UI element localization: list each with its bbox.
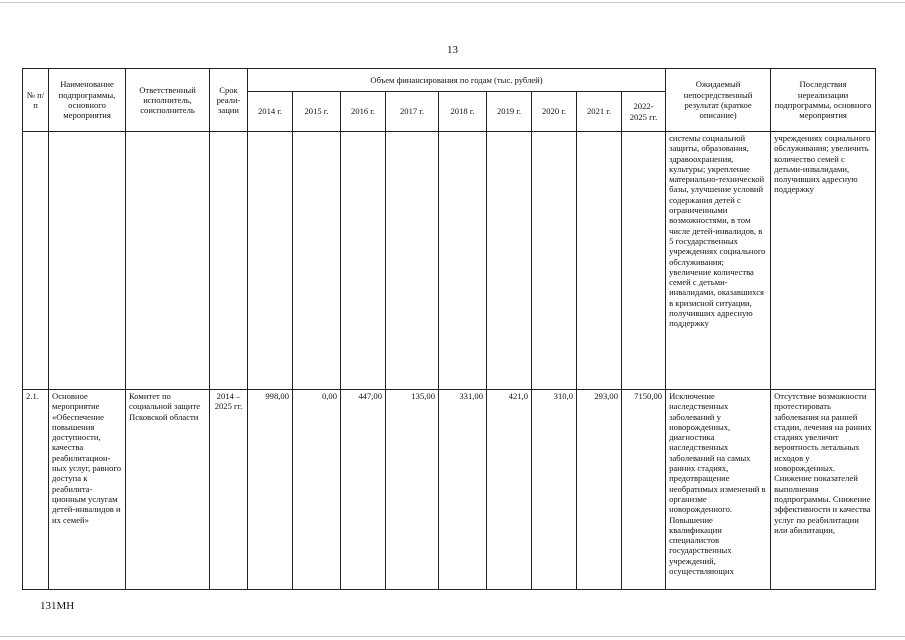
header-term: Срок реали-зации: [210, 69, 248, 132]
cell-value: [622, 132, 666, 390]
cell-value: [532, 132, 577, 390]
cell-executor: [126, 132, 210, 390]
cell-value: 421,0: [487, 390, 532, 590]
header-year: 2018 г.: [439, 92, 487, 132]
cell-value: 331,00: [439, 390, 487, 590]
cell-value: 998,00: [248, 390, 293, 590]
document-code: 131МН: [40, 600, 75, 612]
cell-value: [293, 132, 341, 390]
cell-value: [439, 132, 487, 390]
header-funding: Объем финансирования по годам (тыс. рублей): [248, 69, 666, 92]
header-name: Наименование подпрограммы, основного мероприятия: [49, 69, 126, 132]
scan-edge-bottom: [0, 636, 905, 637]
cell-expected-result: Исключение наследственных заболеваний у новорожденных, диагностика наследственных заболеваний на самых ранних стадиях, предотвращение необратимых изменений в организме новорожденного. Повышение квалификации специалистов государственных учреждений, осуществляющих: [666, 390, 771, 590]
header-year: 2022-2025 гг.: [622, 92, 666, 132]
header-consequences: Последствия нереализации подпрограммы, основного мероприятия: [771, 69, 876, 132]
header-year: 2015 г.: [293, 92, 341, 132]
cell-number: [23, 132, 49, 390]
header-year: 2016 г.: [341, 92, 386, 132]
cell-name: Основное мероприятие «Обеспечение повышения доступности, качества реабилитацион-ных услуг, равного доступа к реабилита-ционным услугам детей-инвалидов и их семей»: [49, 390, 126, 590]
header-year: 2014 г.: [248, 92, 293, 132]
cell-value: [386, 132, 439, 390]
header-year: 2019 г.: [487, 92, 532, 132]
cell-consequences: Отсутствие возможности протестировать заболевания на ранней стадии, лечения на ранних стадиях увеличит вероятность летальных исходов у новорожденных. Снижение показателей выполнения подпрограммы. Снижение эффективности и качества услуг по реабилитации или абилитации,: [771, 390, 876, 590]
financing-table: [22, 68, 876, 590]
cell-value: [577, 132, 622, 390]
cell-value: 447,00: [341, 390, 386, 590]
cell-value: 7150,00: [622, 390, 666, 590]
cell-value: 0,00: [293, 390, 341, 590]
cell-name: [49, 132, 126, 390]
scan-edge-top: [0, 2, 905, 3]
cell-value: [341, 132, 386, 390]
cell-term: 2014 – 2025 гг.: [210, 390, 248, 590]
page-number: 13: [447, 44, 458, 56]
header-year: 2021 г.: [577, 92, 622, 132]
cell-expected-result: системы социальной защиты, образования, здравоохранения, культуры; укрепление материально-технической базы, улучшение условий содержания детей с ограниченными возможностями, в том числе детей-инвалидов, в 5 государственных учреждениях социального обслуживания; увеличение количества семей с детьми-инвалидами, оказавшихся в кризисной ситуации, получивших адресную поддержку: [666, 132, 771, 390]
cell-value: 135,00: [386, 390, 439, 590]
cell-value: [248, 132, 293, 390]
header-number: № п/п: [23, 69, 49, 132]
cell-value: 310,0: [532, 390, 577, 590]
cell-executor: Комитет по социальной защите Псковской области: [126, 390, 210, 590]
header-executor: Ответственный исполнитель, соисполнитель: [126, 69, 210, 132]
cell-value: [487, 132, 532, 390]
table-row: [23, 390, 876, 590]
cell-consequences: учреждениях социального обслуживания; увеличить количество семей с детьми-инвалидами, получивших адресную поддержку: [771, 132, 876, 390]
header-expected-result: Ожидаемый непосредственный результат (краткое описание): [666, 69, 771, 132]
cell-number: 2.1.: [23, 390, 49, 590]
cell-term: [210, 132, 248, 390]
header-year: 2020 г.: [532, 92, 577, 132]
header-year: 2017 г.: [386, 92, 439, 132]
cell-value: 293,00: [577, 390, 622, 590]
table-row: [23, 132, 876, 390]
